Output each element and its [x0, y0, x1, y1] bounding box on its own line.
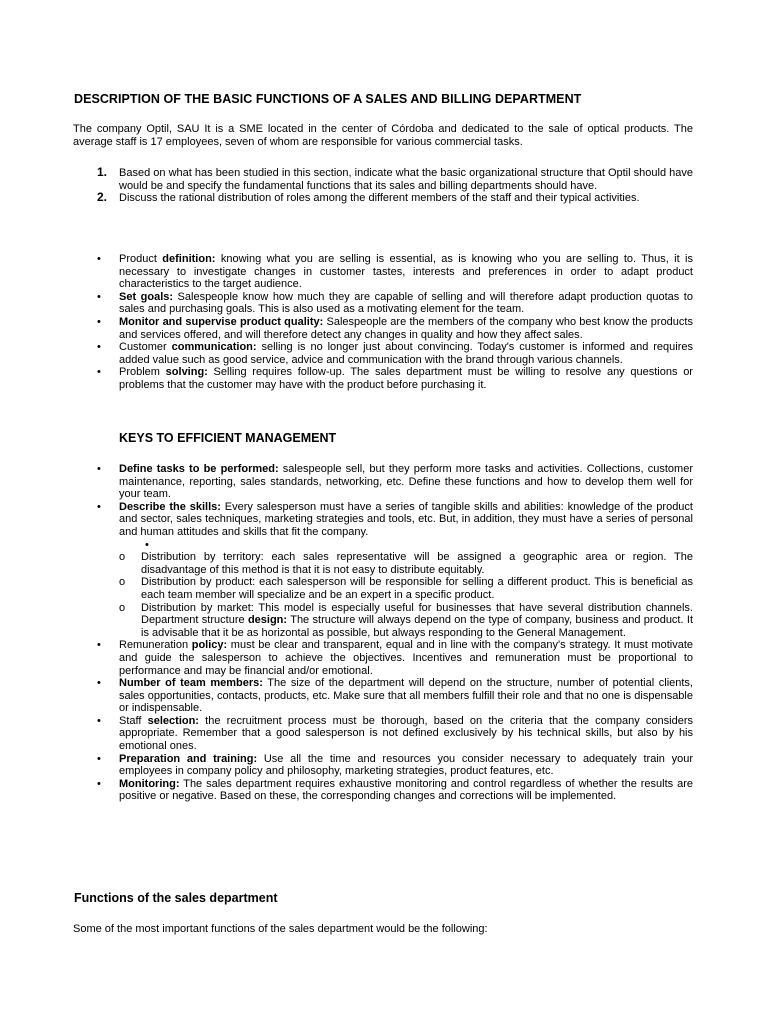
functions-heading: Functions of the sales department	[74, 891, 278, 905]
sublist-item: o Distribution by market: This model is especially useful for businesses that have several distribution channels. Department structure design: The structure will always depend on the type of company, business and product. It is advisable that it be as horizontal as possible, but always responding to the General Management.	[119, 601, 693, 639]
list-item: • Remuneration policy: must be clear and transparent, equal and in line with the company's strategy. It must motivate and guide the salesperson to achieve the objectives. Incentives and remuneration must be proportional to performance and may be financial and/or emotional.	[97, 639, 693, 677]
circle-bullet-icon: o	[119, 551, 126, 564]
task-item	[97, 167, 693, 192]
task-number: 1.	[97, 165, 108, 179]
list-item: • Product definition: knowing what you are selling is essential, as is knowing who you are selling to. Thus, it is necessary to investigate changes in customer tastes, interests and preferences in order to adapt product characteristics to the target audience.	[97, 253, 693, 291]
bullet-icon: •	[97, 639, 101, 652]
list-item: • Customer communication: selling is no longer just about convincing. Today's customer is informed and requires added value such as good service, advice and communication with the brand through various channels.	[97, 341, 693, 366]
circle-bullet-icon: o	[119, 601, 126, 614]
task-text: Discuss the rational distribution of roles among the different members of the staff and their typical activities.	[119, 192, 640, 205]
bullet-icon: •	[97, 253, 101, 265]
list-item: • Problem solving: Selling requires follow-up. The sales department must be willing to resolve any questions or problems that the customer may have with the product before purchasing it.	[97, 366, 693, 391]
list-item: • Define tasks to be performed: salespeople sell, but they perform more tasks and activities. Collections, customer maintenance, reporting, sales standards, networking, etc. Define these functions and how to develop them well for your team.	[97, 463, 693, 501]
keys-heading: KEYS TO EFFICIENT MANAGEMENT	[119, 431, 337, 445]
list-item: • Set goals: Salespeople know how much they are capable of selling and will therefore adapt production quotas to sales and purchasing goals. This is also used as a motivating element for the team.	[97, 290, 693, 316]
list-item: • Describe the skills: Every salesperson must have a series of tangible skills and abilities: knowledge of the product and sector, sales techniques, marketing strategies and tools, etc. But, in addition, they must have a series of personal and human attitudes and skills that fit the company. • o Distribution by territory: each sales representative will be assigned a geographic area or region. The disadvantage of this method is that it is not easy to distribute equitably. o Distribution by product: each salesperson will be responsible for selling a different product. This is beneficial as each team member will specialize and be an expert in a specific product. o Distribution by market: This model is especially useful for businesses that have several distribution channels. Department structure design: The structure will always depend on the type of company, business and product. It is advisable that it be as horizontal as possible, but always responding to the General Management.	[97, 500, 693, 639]
bullet-icon: •	[97, 366, 101, 379]
task-number: 2.	[97, 190, 108, 205]
bullet-icon: •	[97, 341, 101, 354]
list-item: • Staff selection: the recruitment process must be thorough, based on the criteria that the company considers appropriate. Remember that a good salesperson is not defined exclusively by his technical skills, but also by his emotional ones.	[97, 714, 693, 753]
sublist-item: o Distribution by product: each salesperson will be responsible for selling a different product. This is beneficial as each team member will specialize and be an expert in a specific product.	[119, 576, 693, 601]
bullet-icon: •	[97, 463, 101, 475]
list-item: • Number of team members: The size of the department will depend on the structure, number of potential clients, sales opportunities, contacts, products, etc. Make sure that all members fulfill their role and that no one is dispensable or indispensable.	[97, 677, 693, 715]
bullet-icon: •	[97, 777, 101, 790]
bullet-icon: •	[145, 538, 149, 551]
task-text: Based on what has been studied in this section, indicate what the basic organizational structure that Optil should have would be and specify the fundamental functions that its sales and billing departments should have.	[119, 167, 693, 192]
sublist-item: o Distribution by territory: each sales representative will be assigned a geographic area or region. The disadvantage of this method is that it is not easy to distribute equitably.	[119, 551, 693, 576]
outro-paragraph: Some of the most important functions of the sales department would be the following:	[73, 923, 488, 935]
bullet-icon: •	[97, 752, 101, 765]
page-title: DESCRIPTION OF THE BASIC FUNCTIONS OF A SALES AND BILLING DEPARTMENT	[74, 92, 582, 106]
circle-bullet-icon: o	[119, 576, 126, 589]
bullet-icon: •	[97, 290, 101, 303]
distribution-sublist	[119, 551, 693, 639]
list-item: • Monitoring: The sales department requires exhaustive monitoring and control regardless of whether the results are positive or negative. Based on these, the corresponding changes and corrections will be implemented.	[97, 777, 693, 803]
intro-paragraph: The company Optil, SAU It is a SME located in the center of Córdoba and dedicated to the sale of optical products. The average staff is 17 employees, seven of whom are responsible for various commercial tasks.	[73, 123, 693, 148]
list-item: • Preparation and training: Use all the time and resources you consider necessary to adequately train your employees in company policy and philosophy, marketing strategies, product features, etc.	[97, 752, 693, 778]
keys-list	[95, 463, 693, 803]
bullet-icon: •	[97, 500, 101, 513]
task-item	[97, 192, 693, 205]
list-item: • Monitor and supervise product quality: Salespeople are the members of the company who best know the products and services offered, and will therefore detect any changes in quality and how they affect sales.	[97, 315, 693, 341]
bullet-icon: •	[97, 677, 101, 690]
functions-list	[95, 253, 693, 392]
bullet-icon: •	[97, 714, 101, 727]
empty-bullet	[119, 539, 693, 552]
bullet-icon: •	[97, 315, 101, 328]
task-list	[97, 167, 693, 205]
